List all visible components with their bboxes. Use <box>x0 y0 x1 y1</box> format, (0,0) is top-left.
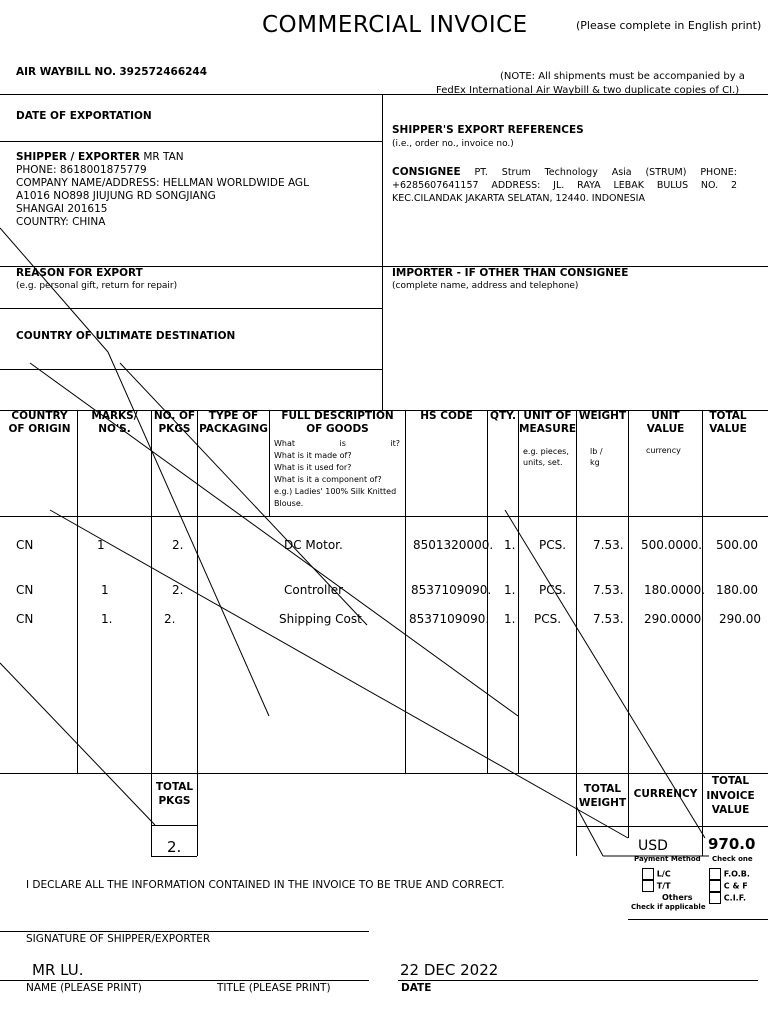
payment-option-cf[interactable]: C & F <box>709 880 750 892</box>
col-packaging: TYPE OF PACKAGING <box>199 410 268 435</box>
col-uom: UNIT OF MEASURE <box>519 410 577 435</box>
signature-label: SIGNATURE OF SHIPPER/EXPORTER <box>26 933 211 945</box>
col-pkgs: NO. OF PKGS <box>153 410 196 435</box>
check-one-label: Check one <box>712 855 753 863</box>
col-description-hint: What is it? What is it made of? What is it used for? What is it a component of? e.g.) Ladies' 100% Silk Knitted Blouse. <box>274 439 400 508</box>
strike-line <box>120 363 367 625</box>
total-pkgs-value: 2. <box>167 838 182 856</box>
col-unit-value-hint: currency <box>646 446 681 455</box>
col-total-value: TOTAL VALUE <box>709 410 747 435</box>
reason-hint: (e.g. personal gift, return for repair) <box>16 281 178 291</box>
col-weight-hint: lb / kg <box>590 447 603 467</box>
payment-option-fob[interactable]: F.O.B. <box>709 868 750 880</box>
consignee-line2: +6285607641157 ADDRESS: JL. RAYA LEBAK BULUS NO. 2 <box>392 180 737 191</box>
date-label: DATE <box>401 982 432 994</box>
payment-option-tt[interactable]: T/T <box>642 880 692 892</box>
payment-method-label: Payment Method <box>634 855 701 863</box>
shipper-name: MR TAN <box>139 151 184 163</box>
strike-line <box>108 352 269 716</box>
date-value: 22 DEC 2022 <box>400 961 499 979</box>
consignee-line3: KEC.CILANDAK JAKARTA SELATAN, 12440. INDONESIA <box>392 193 645 204</box>
col-description: FULL DESCRIPTION OF GOODS <box>281 410 394 435</box>
total-invoice-label: TOTAL INVOICE VALUE <box>706 775 755 816</box>
shipper-company: COMPANY NAME/ADDRESS: HELLMAN WORLDWIDE AGL <box>16 177 309 189</box>
col-marks: MARKS/ NO'S. <box>91 410 138 435</box>
name-label: NAME (PLEASE PRINT) <box>26 982 142 994</box>
air-waybill-value: 392572466244 <box>119 66 208 78</box>
col-hs-code: HS CODE <box>420 410 473 422</box>
payment-option-cif[interactable]: C.I.F. <box>709 892 750 904</box>
shipper-export-refs-label: SHIPPER'S EXPORT REFERENCES <box>392 124 584 136</box>
fedex-note: (NOTE: All shipments must be accompanied by a FedEx International Air Waybill & two duplicate copies of CI.) <box>436 71 745 96</box>
reason-label: REASON FOR EXPORT <box>16 267 143 279</box>
shipper-export-refs-hint: (i.e., order no., invoice no.) <box>392 139 514 149</box>
col-qty: QTY. <box>490 410 516 422</box>
exporter-label: / EXPORTER <box>66 151 140 163</box>
total-weight-label: TOTAL WEIGHT <box>578 783 627 809</box>
english-print-note: (Please complete in English print) <box>576 19 762 32</box>
strike-line <box>576 806 603 856</box>
importer-label: IMPORTER - IF OTHER THAN CONSIGNEE <box>392 267 629 279</box>
strike-line <box>505 510 705 838</box>
col-unit-value: UNIT VALUE <box>646 410 685 435</box>
air-waybill-label: AIR WAYBILL NO. <box>16 66 117 78</box>
declaration: I DECLARE ALL THE INFORMATION CONTAINED IN THE INVOICE TO BE TRUE AND CORRECT. <box>26 879 505 891</box>
invoice-title: COMMERCIAL INVOICE <box>262 12 528 38</box>
title-label: TITLE (PLEASE PRINT) <box>217 982 331 994</box>
shipper-city: SHANGAI 201615 <box>16 203 108 215</box>
shipper-phone: PHONE: 8618001875779 <box>16 164 147 176</box>
name-value: MR LU. <box>32 961 84 979</box>
currency-label: CURRENCY <box>633 788 698 800</box>
col-origin: COUNTRY OF ORIGIN <box>8 410 71 435</box>
payment-option-others: Others <box>662 893 693 902</box>
total-pkgs-label: TOTAL PKGS <box>155 781 194 807</box>
destination-label: COUNTRY OF ULTIMATE DESTINATION <box>16 330 236 342</box>
strike-line <box>50 510 628 838</box>
consignee-line1: PT. Strum Technology Asia (STRUM) PHONE: <box>474 167 737 178</box>
importer-hint: (complete name, address and telephone) <box>392 281 579 291</box>
col-uom-hint: e.g. pieces, units, set. <box>523 447 569 467</box>
col-weight: WEIGHT <box>578 410 627 422</box>
strike-line <box>30 363 518 716</box>
strike-line <box>0 663 155 825</box>
shipper-country: COUNTRY: CHINA <box>16 216 106 228</box>
payment-option-lc[interactable]: L/C <box>642 868 692 880</box>
total-invoice-value: 970.0 <box>708 835 756 853</box>
currency-value: USD <box>638 838 668 854</box>
date-of-exportation-label: DATE OF EXPORTATION <box>16 110 152 122</box>
strike-line <box>0 228 108 352</box>
shipper-address: A1016 NO898 JIUJUNG RD SONGJIANG <box>16 190 216 202</box>
consignee-label: CONSIGNEE <box>392 166 461 178</box>
shipper-label: SHIPPER <box>16 151 67 163</box>
check-if-applicable: Check if applicable <box>631 903 706 911</box>
